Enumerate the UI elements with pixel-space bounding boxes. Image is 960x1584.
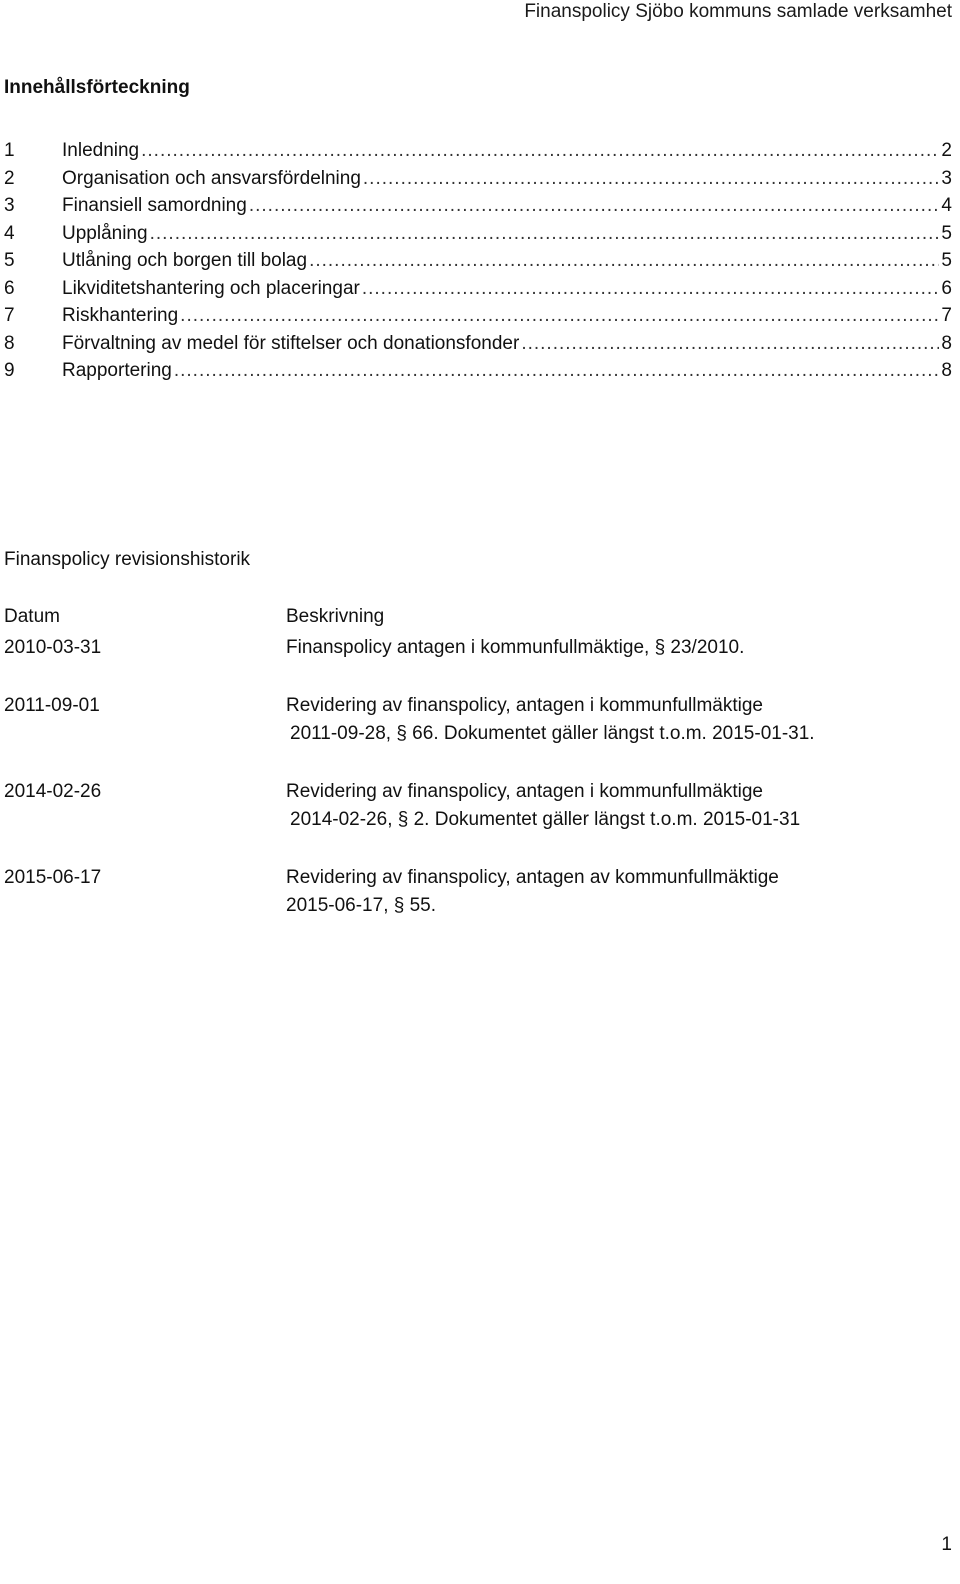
revision-date: 2011-09-01	[4, 695, 100, 716]
toc-item-title: Rapportering	[62, 360, 172, 381]
revision-description	[286, 692, 944, 748]
toc-item[interactable]	[4, 165, 952, 193]
toc-item-number: 2	[4, 167, 15, 189]
toc-item-number: 5	[4, 250, 15, 271]
table-row	[4, 864, 944, 920]
page-number: 1	[941, 1534, 952, 1555]
toc-dot-leader	[249, 192, 940, 220]
toc-item-page: 6	[941, 277, 952, 299]
toc-item-title: Förvaltning av medel för stiftelser och donationsfonder	[62, 332, 520, 354]
toc-dot-leader	[309, 247, 939, 275]
revision-date: 2010-03-31	[4, 637, 102, 658]
toc-item[interactable]	[4, 302, 952, 330]
table-row	[4, 634, 944, 662]
revision-description-line: Revidering av finanspolicy, antagen i kommunfullmäktige	[286, 781, 764, 802]
toc-dot-leader	[521, 330, 939, 358]
toc-item-number: 7	[4, 305, 15, 326]
revision-description-line: 2011-09-28, § 66. Dokumentet gäller längst t.o.m. 2015-01-31.	[290, 723, 815, 744]
revision-description	[286, 778, 944, 834]
toc-item-page: 8	[941, 360, 952, 381]
toc-item-title: Likviditetshantering och placeringar	[62, 277, 360, 299]
revision-description-line: 2015-06-17, § 55.	[286, 895, 437, 916]
toc-item-title: Riskhantering	[62, 305, 179, 326]
toc-heading: Innehållsförteckning	[4, 77, 190, 98]
toc-item[interactable]	[4, 330, 952, 358]
toc-item-number: 3	[4, 195, 15, 216]
toc-item-page: 3	[941, 167, 952, 189]
toc-dot-leader	[362, 275, 940, 303]
toc-item-title: Upplåning	[62, 222, 148, 244]
toc-item-title: Finansiell samordning	[62, 195, 247, 216]
toc-item-page: 5	[941, 222, 952, 244]
revision-date: 2015-06-17	[4, 867, 102, 888]
toc-dot-leader	[174, 357, 940, 385]
revision-description	[286, 634, 944, 662]
table-header-row	[4, 603, 944, 631]
table-of-contents	[4, 137, 952, 385]
toc-item[interactable]	[4, 220, 952, 248]
revision-date: 2014-02-26	[4, 781, 102, 802]
toc-item-page: 8	[941, 332, 952, 354]
column-header-date: Datum	[4, 606, 60, 627]
toc-item-page: 5	[941, 250, 952, 271]
revision-description-line: Revidering av finanspolicy, antagen av kommunfullmäktige	[286, 867, 779, 888]
toc-item-title: Utlåning och borgen till bolag	[62, 250, 308, 271]
revision-history-heading: Finanspolicy revisionshistorik	[4, 549, 251, 570]
toc-item-number: 9	[4, 360, 15, 381]
revision-description	[286, 864, 944, 920]
toc-item-title: Inledning	[62, 140, 140, 161]
toc-item-number: 8	[4, 332, 15, 354]
toc-dot-leader	[141, 137, 939, 165]
toc-item[interactable]	[4, 247, 952, 275]
toc-item[interactable]	[4, 137, 952, 165]
toc-dot-leader	[150, 220, 940, 248]
revision-description-line: Finanspolicy antagen i kommunfullmäktige, § 23/2010.	[286, 637, 745, 658]
column-header-description: Beskrivning	[286, 606, 385, 627]
toc-dot-leader	[180, 302, 939, 330]
toc-item[interactable]	[4, 275, 952, 303]
revision-history-table	[4, 603, 944, 920]
toc-item-number: 6	[4, 277, 15, 299]
toc-dot-leader	[363, 165, 940, 193]
toc-item-page: 2	[941, 140, 952, 161]
toc-item-number: 1	[4, 140, 15, 161]
page-header: Finanspolicy Sjöbo kommuns samlade verksamhet	[524, 1, 952, 22]
revision-description-line: 2014-02-26, § 2. Dokumentet gäller längst t.o.m. 2015-01-31	[290, 809, 801, 830]
table-row	[4, 692, 944, 748]
table-row	[4, 778, 944, 834]
toc-item[interactable]	[4, 357, 952, 385]
toc-item-title: Organisation och ansvarsfördelning	[62, 167, 361, 189]
toc-item-page: 4	[941, 195, 952, 216]
toc-item-page: 7	[941, 305, 952, 326]
revision-description-line: Revidering av finanspolicy, antagen i kommunfullmäktige	[286, 695, 764, 716]
toc-item-number: 4	[4, 222, 15, 244]
toc-item[interactable]	[4, 192, 952, 220]
